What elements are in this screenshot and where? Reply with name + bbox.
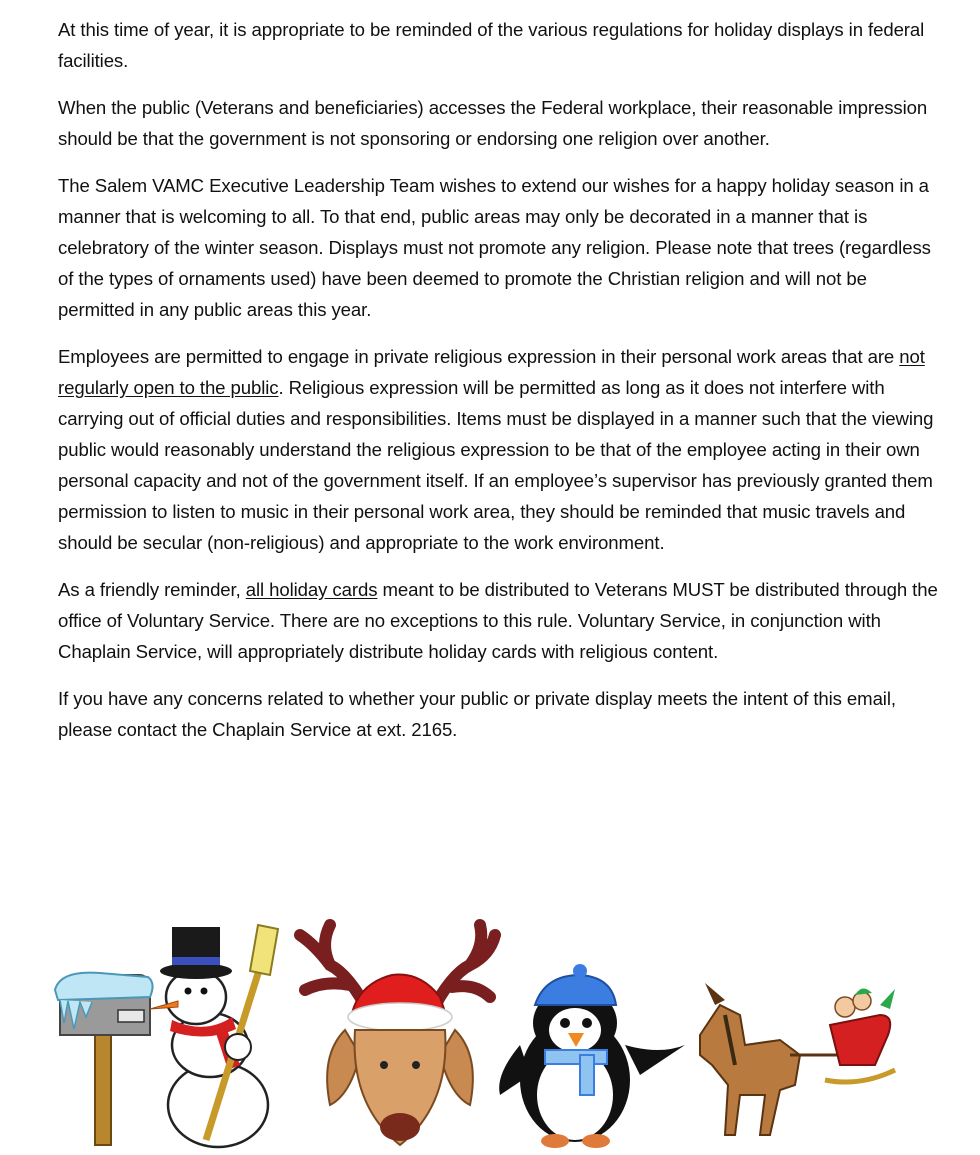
reindeer-icon (300, 925, 495, 1145)
paragraph-contact: If you have any concerns related to whether your public or private display meets the intent of this email, please contact the Chaplain Service at ext. 2165. (58, 688, 896, 740)
paragraph-holiday-cards-start: As a friendly reminder, (58, 579, 246, 600)
paragraph-holiday-cards-end: meant to be distributed to Veterans MUST be distributed through the office of Voluntary Service. There are no exceptions to this rule. Voluntary Service, in conjunction with Chaplain Service, will appropriately distribute holiday cards with religious content. (58, 579, 938, 662)
mailbox-icon (55, 973, 153, 1145)
underlined-all-holiday-cards: all holiday cards (245, 579, 378, 600)
penguin-icon (499, 964, 685, 1148)
paragraph-intro: At this time of year, it is appropriate to be reminded of the various regulations for holiday displays in federal facilities. (58, 19, 925, 71)
horse-sleigh-icon (700, 983, 895, 1135)
paragraph-public-areas: The Salem VAMC Executive Leadership Team wishes to extend our wishes for a happy holiday season in a manner that is welcoming to all. To that end, public areas may only be decorated in a manner that is celebratory of the winter season. Displays must not promote any religion. Please note that trees (regardless of the types of ornaments used) have been deemed to promote the Christian religion and will not be permitted in any public areas this year. (58, 175, 931, 320)
paragraph-private-expression-end: . Religious expression will be permitted as long as it does not interfere with carrying out of official duties and responsibilities. Items must be displayed in a manner such that the viewing public would reasonably understand the religious expression to be that of the employee acting in their own personal capacity and not of the government itself. If an employee’s supervisor has previously granted them permission to listen to music in their personal work area, they should be reminded that music travels and should be secular (non-religious) and appropriate to the work environment. (58, 377, 934, 553)
snowman-icon (150, 925, 278, 1147)
letter-body (58, 14, 938, 761)
paragraph-private-expression (58, 341, 938, 558)
underlined-not-open-to-public: not regularly open to the public (58, 346, 925, 398)
paragraph-private-expression-start: Employees are permitted to engage in private religious expression in their personal work areas that are (58, 346, 900, 367)
holiday-illustrations (0, 905, 980, 1155)
paragraph-holiday-cards (58, 574, 938, 667)
paragraph-public-impression: When the public (Veterans and beneficiaries) accesses the Federal workplace, their reasonable impression should be that the government is not sponsoring or endorsing one religion over another. (58, 97, 928, 149)
